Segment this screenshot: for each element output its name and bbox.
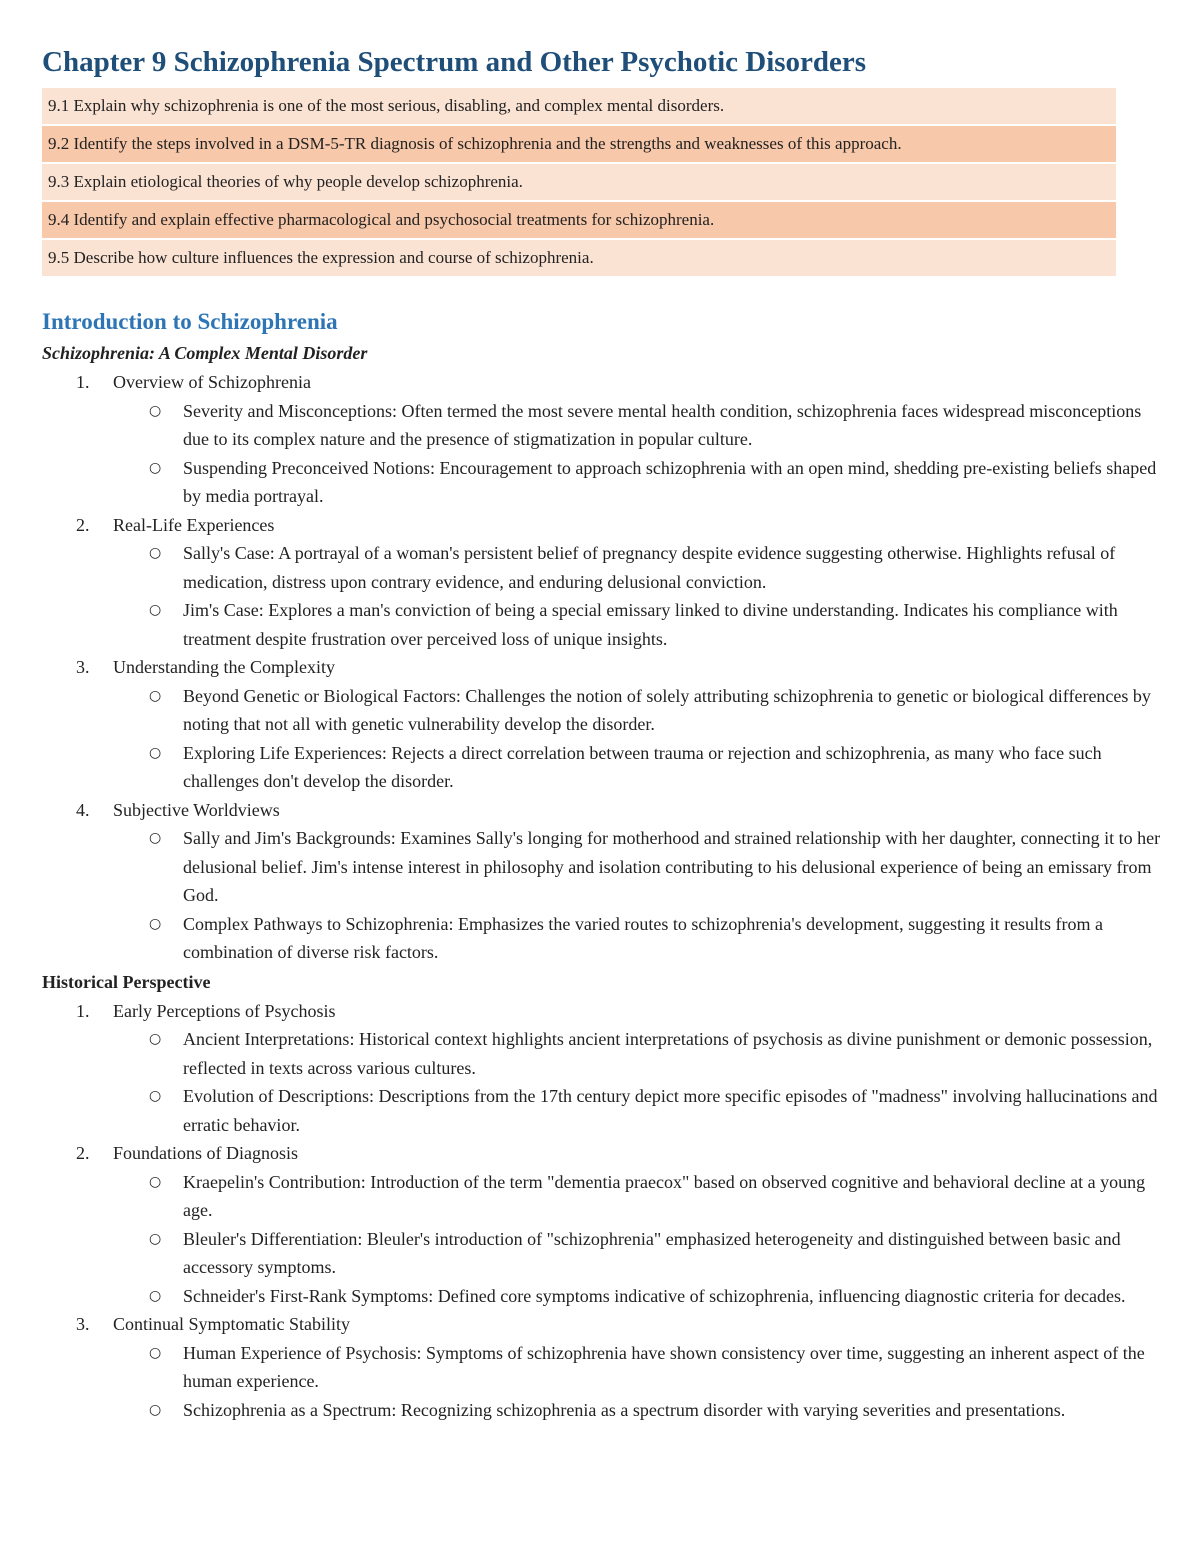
circle-bullet-icon: ○	[149, 1287, 162, 1304]
circle-bullet-icon: ○	[149, 830, 162, 846]
sub-list-item: ○ Bleuler's Differentiation: Bleuler's introduction of "schizophrenia" emphasized heterogeneity and distinguished between basic and accessory symptoms.	[113, 1225, 1162, 1282]
document-page	[42, 44, 1162, 1424]
sub-list	[113, 682, 1162, 796]
item-label: Overview of Schizophrenia	[113, 372, 311, 392]
item-number: 3.	[76, 1314, 90, 1334]
item-label: Early Perceptions of Psychosis	[113, 1000, 336, 1021]
circle-bullet-icon: ○	[149, 402, 162, 419]
objective-9-5: 9.5 Describe how culture influences the expression and course of schizophrenia.	[42, 240, 1116, 276]
sub-list-item: ○ Kraepelin's Contribution: Introduction of the term "dementia praecox" based on observed cognitive and behavioral decline at a young age.	[113, 1168, 1162, 1225]
circle-bullet-icon: ○	[149, 545, 162, 561]
list-item	[42, 368, 1162, 511]
item-number: 1.	[76, 372, 90, 392]
list-item	[42, 1139, 1162, 1310]
sub-list	[113, 1339, 1162, 1425]
sub-list	[113, 539, 1162, 653]
circle-bullet-icon: ○	[149, 1088, 162, 1104]
item-label: Foundations of Diagnosis	[113, 1143, 299, 1163]
objective-9-2: 9.2 Identify the steps involved in a DSM-5-TR diagnosis of schizophrenia and the strengths and weaknesses of this approach.	[42, 126, 1116, 162]
circle-bullet-icon: ○	[149, 687, 162, 704]
sub-list-item: ○ Ancient Interpretations: Historical context highlights ancient interpretations of psychosis as divine punishment or demonic possession, reflected in texts across various cultures.	[113, 1025, 1162, 1082]
sub-list-item: ○ Sally and Jim's Backgrounds: Examines Sally's longing for motherhood and strained relationship with her daughter, connecting it to her delusional belief. Jim's intense interest in philosophy and isolation contributing to his delusional experience of being an emissary from God.	[113, 824, 1162, 910]
sub-list-item: ○ Jim's Case: Explores a man's conviction of being a special emissary linked to divine understanding. Indicates his compliance with treatment despite frustration over perceived loss of unique insights.	[113, 596, 1162, 653]
item-label: Continual Symptomatic Stability	[113, 1314, 350, 1334]
item-number: 1.	[76, 1000, 90, 1021]
sub-list	[113, 397, 1162, 511]
objective-9-3: 9.3 Explain etiological theories of why people develop schizophrenia.	[42, 164, 1116, 200]
circle-bullet-icon: ○	[149, 915, 162, 932]
list-item	[42, 653, 1162, 796]
list-item	[42, 997, 1162, 1140]
sub-list-item: ○ Schneider's First-Rank Symptoms: Defined core symptoms indicative of schizophrenia, influencing diagnostic criteria for decades.	[113, 1282, 1162, 1311]
item-number: 2.	[76, 1143, 90, 1163]
sub-list-item: ○ Complex Pathways to Schizophrenia: Emphasizes the varied routes to schizophrenia's development, suggesting it results from a combination of diverse risk factors.	[113, 910, 1162, 967]
objective-9-1: 9.1 Explain why schizophrenia is one of the most serious, disabling, and complex mental disorders.	[42, 88, 1116, 124]
sub-list	[113, 1025, 1162, 1139]
item-label: Understanding the Complexity	[113, 657, 335, 677]
sub-list-item: ○ Suspending Preconceived Notions: Encouragement to approach schizophrenia with an open mind, shedding pre-existing beliefs shaped by media portrayal.	[113, 454, 1162, 511]
circle-bullet-icon: ○	[149, 1401, 162, 1418]
sub-list-item: ○ Human Experience of Psychosis: Symptoms of schizophrenia have shown consistency over time, suggesting an inherent aspect of the human experience.	[113, 1339, 1162, 1396]
circle-bullet-icon: ○	[149, 1344, 162, 1361]
sub-list	[113, 1168, 1162, 1311]
historical-outline	[42, 997, 1162, 1425]
circle-bullet-icon: ○	[149, 1173, 162, 1190]
item-label: Subjective Worldviews	[113, 799, 280, 820]
objective-9-4: 9.4 Identify and explain effective pharmacological and psychosocial treatments for schizophrenia.	[42, 202, 1116, 238]
list-item	[42, 796, 1162, 967]
circle-bullet-icon: ○	[149, 459, 162, 476]
sub-list-item: ○ Evolution of Descriptions: Descriptions from the 17th century depict more specific episodes of "madness" involving hallucinations and erratic behavior.	[113, 1082, 1162, 1139]
sub-list-item: ○ Sally's Case: A portrayal of a woman's persistent belief of pregnancy despite evidence suggesting otherwise. Highlights refusal of medication, distress upon contrary evidence, and enduring delusional conviction.	[113, 539, 1162, 596]
sub-list-item: ○ Beyond Genetic or Biological Factors: Challenges the notion of solely attributing schizophrenia to genetic or biological differences by noting that not all with genetic vulnerability develop the disorder.	[113, 682, 1162, 739]
subsection-title-complex-disorder: Schizophrenia: A Complex Mental Disorder	[42, 343, 368, 363]
intro-outline	[42, 368, 1162, 967]
list-item	[42, 511, 1162, 654]
circle-bullet-icon: ○	[149, 1031, 162, 1047]
list-item	[42, 1310, 1162, 1424]
circle-bullet-icon: ○	[149, 602, 162, 618]
circle-bullet-icon: ○	[149, 744, 162, 761]
item-label: Real-Life Experiences	[113, 514, 275, 535]
learning-objectives	[42, 88, 1116, 276]
item-number: 4.	[76, 799, 90, 820]
section-title-introduction: Introduction to Schizophrenia	[42, 309, 338, 334]
sub-list-item: ○ Severity and Misconceptions: Often termed the most severe mental health condition, schizophrenia faces widespread misconceptions due to its complex nature and the presence of stigmatization in popular culture.	[113, 397, 1162, 454]
chapter-title: Chapter 9 Schizophrenia Spectrum and Other Psychotic Disorders	[42, 46, 867, 78]
sub-list	[113, 824, 1162, 967]
item-number: 2.	[76, 514, 90, 535]
sub-list-item: ○ Exploring Life Experiences: Rejects a direct correlation between trauma or rejection and schizophrenia, as many who face such challenges don't develop the disorder.	[113, 739, 1162, 796]
item-number: 3.	[76, 657, 90, 677]
sub-list-item: ○ Schizophrenia as a Spectrum: Recognizing schizophrenia as a spectrum disorder with varying severities and presentations.	[113, 1396, 1162, 1425]
subsection-title-historical: Historical Perspective	[42, 971, 211, 992]
circle-bullet-icon: ○	[149, 1230, 162, 1247]
